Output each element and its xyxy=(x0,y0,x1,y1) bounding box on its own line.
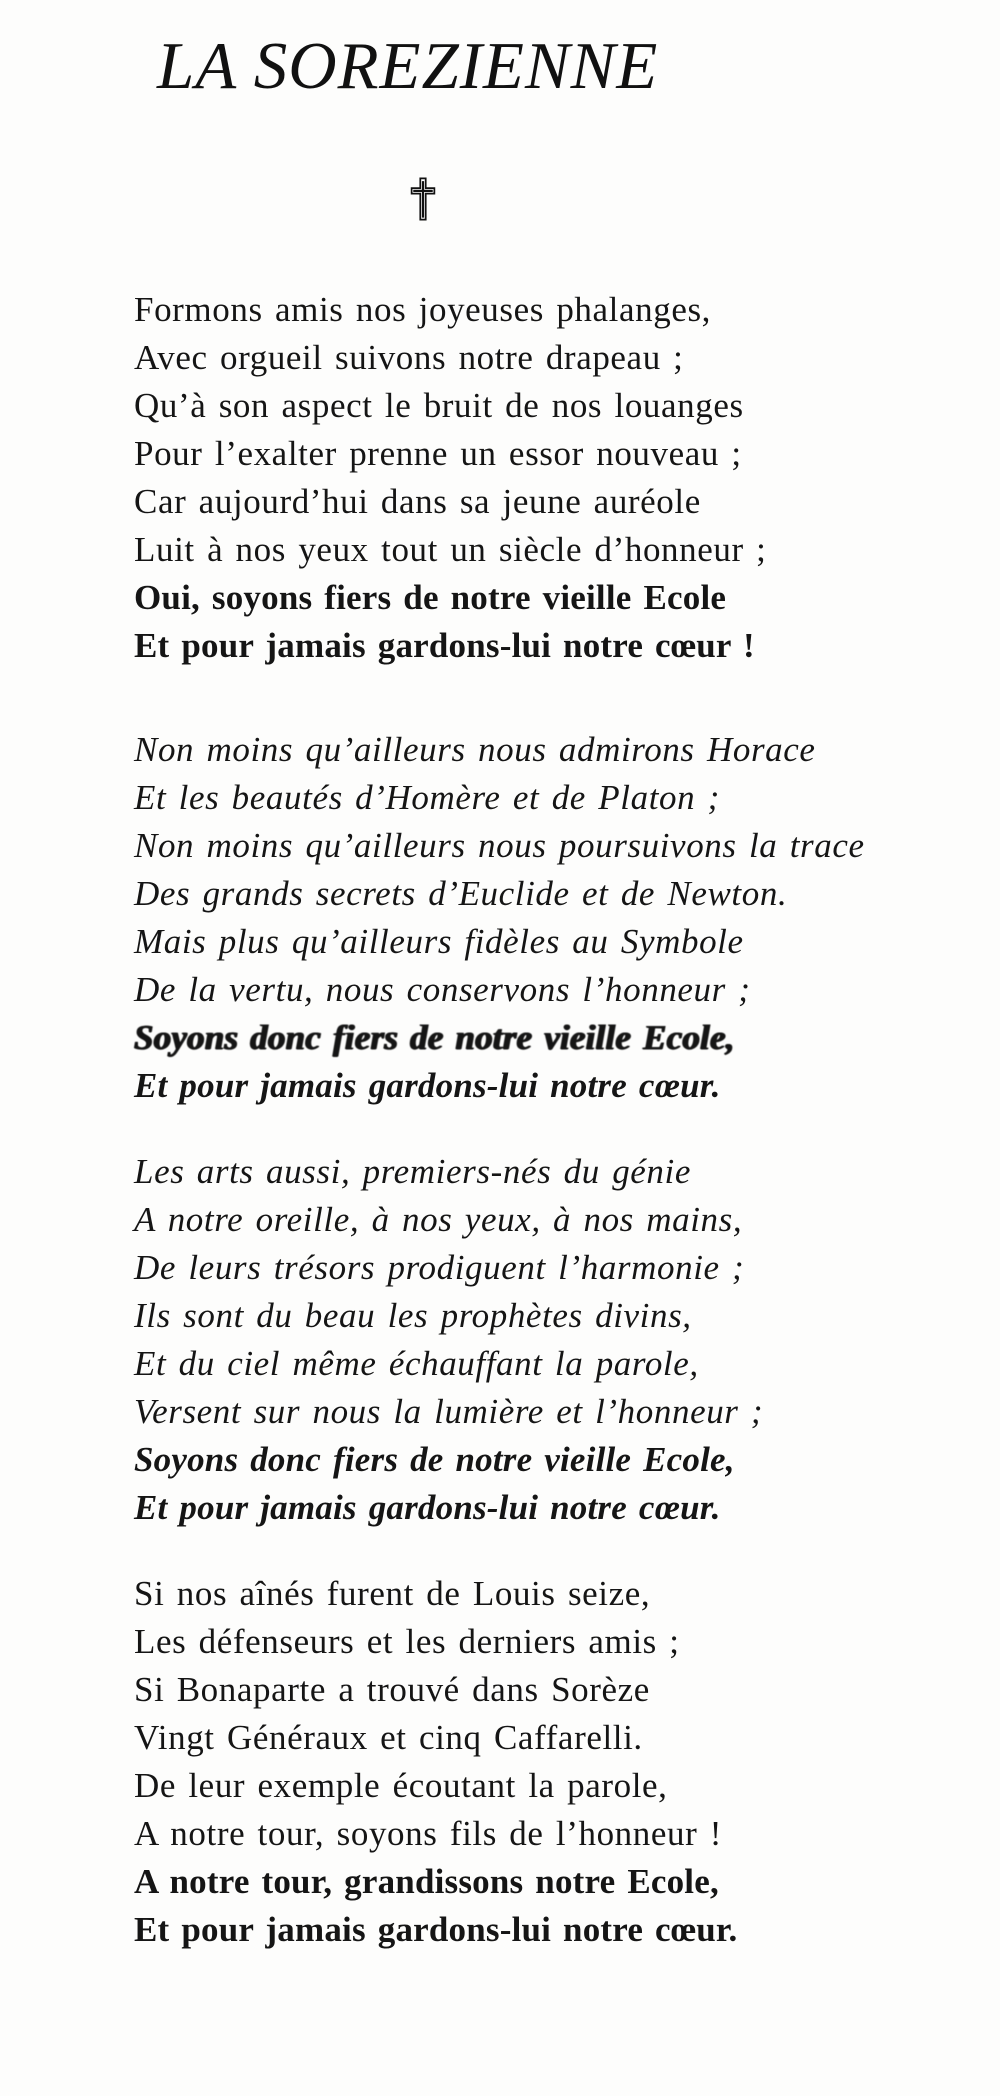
poem-line: Luit à nos yeux tout un siècle d’honneur ; xyxy=(134,530,767,569)
poem-line: Et du ciel même échauffant la parole, xyxy=(134,1344,699,1383)
poem-line: Vingt Généraux et cinq Caffarelli. xyxy=(134,1718,643,1757)
poem-line: De la vertu, nous conservons l’honneur ; xyxy=(134,970,751,1009)
poem-line: Car aujourd’hui dans sa jeune auréole xyxy=(134,482,701,521)
poem xyxy=(134,286,865,1992)
poem-line: Non moins qu’ailleurs nous poursuivons la trace xyxy=(134,826,865,865)
poem-line: Formons amis nos joyeuses phalanges, xyxy=(134,290,712,329)
poem-line: Non moins qu’ailleurs nous admirons Horace xyxy=(134,730,816,769)
poem-line: Ils sont du beau les prophètes divins, xyxy=(134,1296,692,1335)
poem-line: A notre tour, soyons fils de l’honneur ! xyxy=(134,1814,722,1853)
poem-line: De leur exemple écoutant la parole, xyxy=(134,1766,668,1805)
poem-line: De leurs trésors prodiguent l’harmonie ; xyxy=(134,1248,745,1287)
poem-line: Et pour jamais gardons-lui notre cœur ! xyxy=(134,626,755,665)
poem-line: Pour l’exalter prenne un essor nouveau ; xyxy=(134,434,742,473)
stanza-3 xyxy=(134,1148,865,1532)
poem-line: Et pour jamais gardons-lui notre cœur. xyxy=(134,1066,721,1105)
poem-line: A notre oreille, à nos yeux, à nos mains, xyxy=(134,1200,743,1239)
poem-line: Les défenseurs et les derniers amis ; xyxy=(134,1622,680,1661)
poem-line: Soyons donc fiers de notre vieille Ecole, xyxy=(134,1440,735,1479)
stanza-4 xyxy=(134,1570,865,1954)
poem-line: Et les beautés d’Homère et de Platon ; xyxy=(134,778,720,817)
poem-line: Avec orgueil suivons notre drapeau ; xyxy=(134,338,684,377)
poem-line: Si nos aînés furent de Louis seize, xyxy=(134,1574,651,1613)
page-title: LA SOREZIENNE xyxy=(157,29,659,103)
poem-line: Oui, soyons fiers de notre vieille Ecole xyxy=(134,578,727,617)
poem-line: Si Bonaparte a trouvé dans Sorèze xyxy=(134,1670,650,1709)
stanza-2 xyxy=(134,726,865,1110)
poem-line: Et pour jamais gardons-lui notre cœur. xyxy=(134,1488,721,1527)
poem-line: Les arts aussi, premiers-nés du génie xyxy=(134,1152,691,1191)
poem-line: A notre tour, grandissons notre Ecole, xyxy=(134,1862,719,1901)
poem-line: Et pour jamais gardons-lui notre cœur. xyxy=(134,1910,738,1949)
poem-line: Versent sur nous la lumière et l’honneur ; xyxy=(134,1392,764,1431)
poem-line: Des grands secrets d’Euclide et de Newton. xyxy=(134,874,788,913)
poem-line: Qu’à son aspect le bruit de nos louanges xyxy=(134,386,744,425)
poem-line: Soyons donc fiers de notre vieille Ecole, xyxy=(134,1018,735,1057)
stanza-1 xyxy=(134,286,865,670)
poem-line: Mais plus qu’ailleurs fidèles au Symbole xyxy=(134,922,744,961)
latin-cross-icon xyxy=(410,177,436,221)
